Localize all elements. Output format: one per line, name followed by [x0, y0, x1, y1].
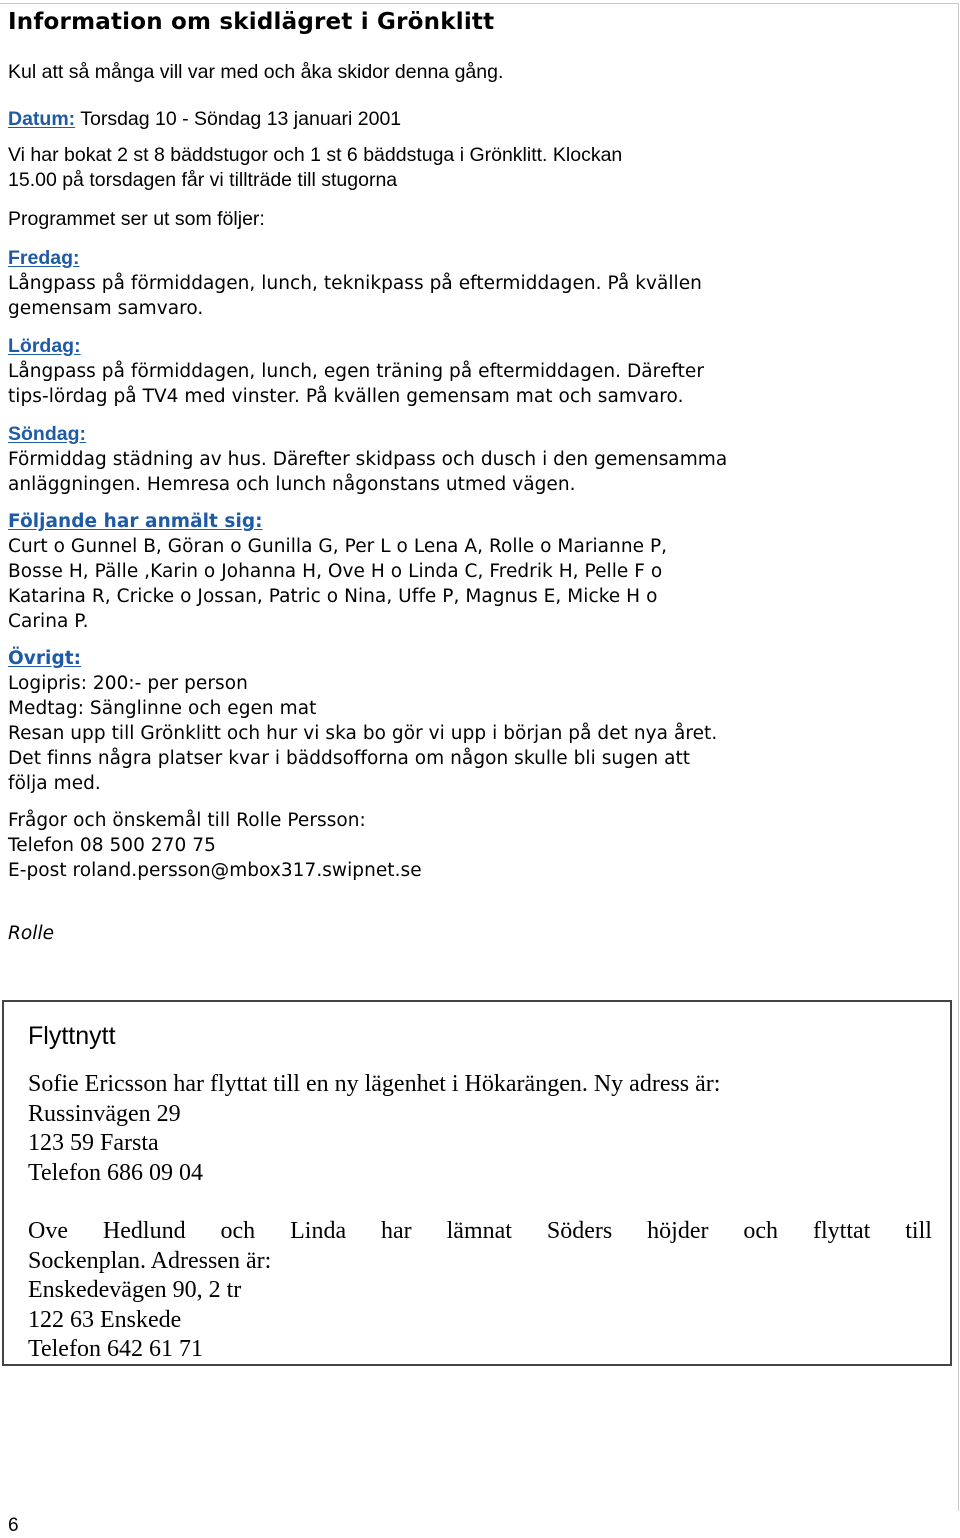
newsletter-article	[8, 6, 948, 946]
day-line: tips-lördag på TV4 med vinster. På kvällen gemensam mat och samvaro.	[8, 386, 684, 407]
participants-line: Katarina R, Cricke o Jossan, Patric o Nina, Uffe P, Magnus E, Micke H o	[8, 586, 658, 607]
contact-section	[8, 808, 948, 883]
article-title: Information om skidlägret i Grönklitt	[8, 9, 495, 35]
day-label: Söndag:	[8, 423, 86, 445]
flyttnytt-title: Flyttnytt	[28, 1022, 116, 1050]
entry-word: Söders	[546, 1218, 613, 1244]
day-line: Förmiddag städning av hus. Därefter skidpass och dusch i den gemensamma	[8, 449, 728, 470]
entry-word: till	[905, 1218, 932, 1244]
datum-value: Torsdag 10 - Söndag 13 januari 2001	[75, 108, 402, 130]
day-lordag	[8, 334, 948, 409]
contact-phone: Telefon 08 500 270 75	[8, 835, 216, 856]
day-line: gemensam samvaro.	[8, 298, 204, 319]
top-rule	[0, 3, 958, 4]
entry-line: 123 59 Farsta	[28, 1130, 159, 1156]
flyttnytt-entry-ove-linda	[28, 1217, 932, 1365]
day-line: anläggningen. Hemresa och lunch någonstans utmed vägen.	[8, 474, 576, 495]
ovrigt-line: Medtag: Sänglinne och egen mat	[8, 698, 317, 719]
entry-line: Telefon 686 09 04	[28, 1159, 203, 1186]
participants-line: Bosse H, Pälle ,Karin o Johanna H, Ove H o Linda C, Fredrik H, Pelle F o	[8, 561, 663, 582]
signature: Rolle	[8, 923, 55, 944]
datum-line	[8, 107, 948, 132]
right-rule	[958, 3, 959, 1511]
entry-word: flyttat	[813, 1218, 871, 1244]
participants-section	[8, 509, 948, 634]
entry-line-justified	[28, 1217, 932, 1247]
contact-line: Frågor och önskemål till Rolle Persson:	[8, 810, 366, 831]
page-number: 6	[8, 1515, 19, 1536]
intro-text: Kul att så många vill var med och åka skidor denna gång.	[8, 61, 504, 83]
datum-label: Datum:	[8, 108, 76, 130]
entry-word: lämnat	[446, 1218, 512, 1244]
day-label: Fredag:	[8, 247, 80, 269]
entry-line: Sofie Ericsson har flyttat till en ny lägenhet i Hökarängen. Ny adress är:	[28, 1071, 721, 1097]
ovrigt-section	[8, 646, 948, 796]
day-sondag	[8, 422, 948, 497]
flyttnytt-entry-sofie	[28, 1070, 932, 1188]
entry-word: Hedlund	[102, 1218, 186, 1244]
entry-word: Ove	[28, 1218, 68, 1244]
entry-word: och	[220, 1218, 256, 1244]
ovrigt-line: Det finns några platser kvar i bäddsofforna om någon skulle bli sugen att	[8, 748, 691, 769]
entry-line: Telefon 642 61 71	[28, 1336, 203, 1362]
ovrigt-line: följa med.	[8, 773, 101, 794]
ovrigt-line: Logipris: 200:- per person	[8, 673, 248, 694]
participants-line: Carina P.	[8, 611, 89, 632]
day-line: Långpass på förmiddagen, lunch, egen träning på eftermiddagen. Därefter	[8, 361, 704, 382]
day-fredag	[8, 246, 948, 321]
entry-line: 122 63 Enskede	[28, 1306, 182, 1333]
entry-word: höjder	[647, 1218, 709, 1244]
booking-line: 15.00 på torsdagen får vi tillträde till stugorna	[8, 169, 398, 191]
day-label: Lördag:	[8, 335, 81, 357]
ovrigt-label: Övrigt:	[8, 648, 82, 669]
entry-line: Russinvägen 29	[28, 1100, 181, 1127]
entry-line: Enskedevägen 90, 2 tr	[28, 1277, 242, 1303]
contact-email: E-post roland.persson@mbox317.swipnet.se	[8, 860, 422, 881]
program-intro: Programmet ser ut som följer:	[8, 208, 265, 230]
booking-line: Vi har bokat 2 st 8 bäddstugor och 1 st 6 bäddstuga i Grönklitt. Klockan	[8, 144, 623, 166]
booking-text	[8, 143, 948, 193]
ovrigt-line: Resan upp till Grönklitt och hur vi ska bo gör vi upp i början på det nya året.	[8, 723, 718, 744]
entry-word: och	[743, 1218, 779, 1244]
entry-line: Sockenplan. Adressen är:	[28, 1247, 272, 1274]
flyttnytt-box	[2, 1000, 952, 1366]
participants-label: Följande har anmält sig:	[8, 511, 263, 532]
day-line: Långpass på förmiddagen, lunch, teknikpass på eftermiddagen. På kvällen	[8, 273, 702, 294]
entry-word: har	[381, 1218, 412, 1244]
participants-line: Curt o Gunnel B, Göran o Gunilla G, Per L o Lena A, Rolle o Marianne P,	[8, 536, 668, 557]
entry-word: Linda	[290, 1218, 347, 1244]
flyttnytt-content	[28, 1020, 932, 1365]
